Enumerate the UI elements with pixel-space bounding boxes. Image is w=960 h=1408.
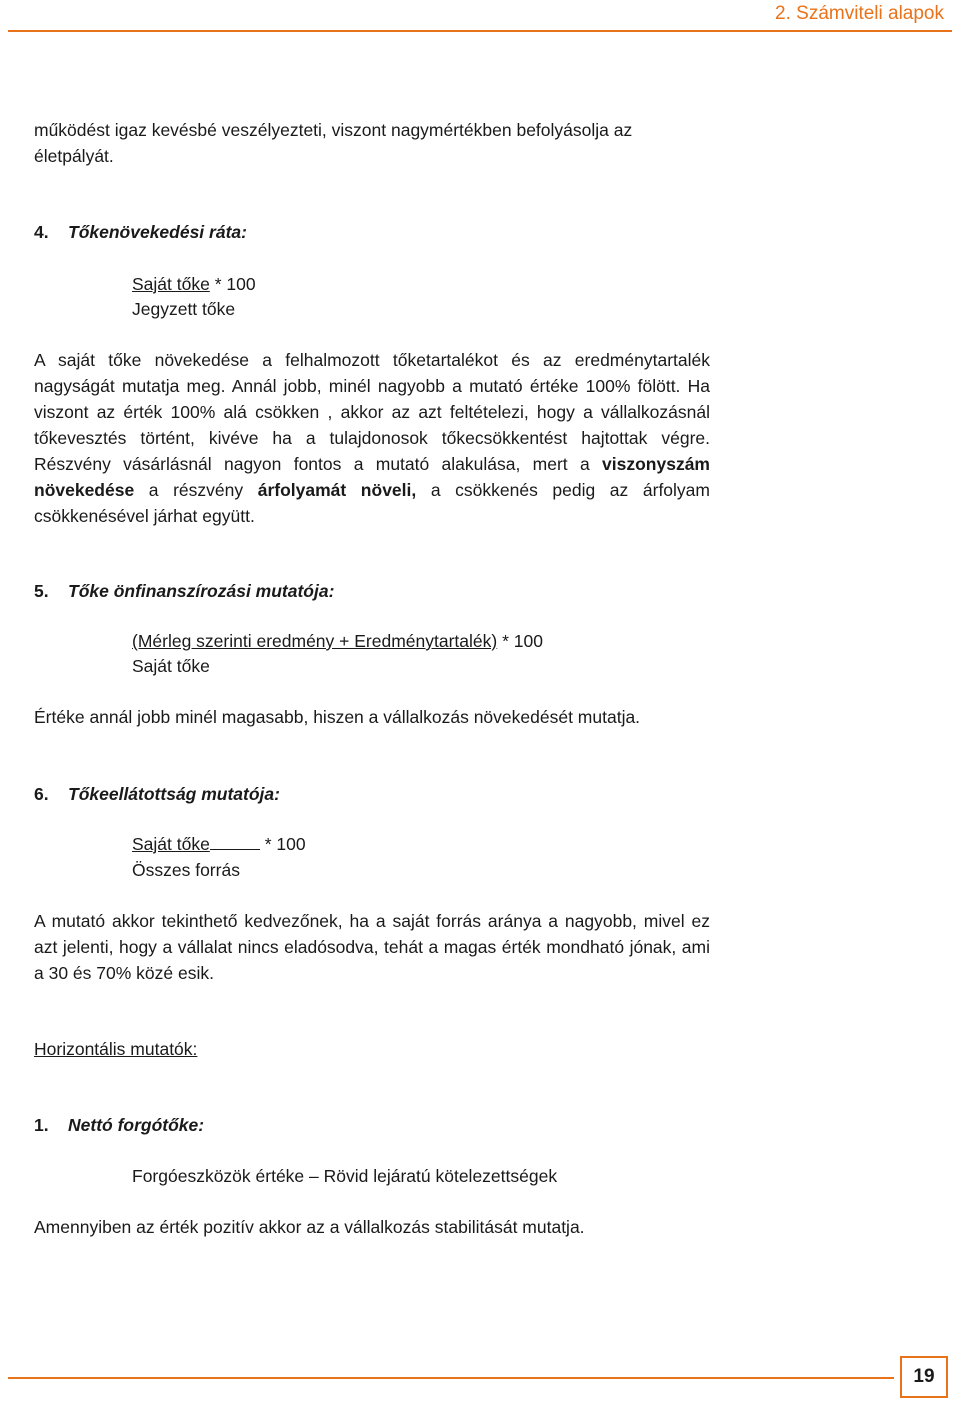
section-4-emphasis-2: árfolyamát növeli, xyxy=(257,480,417,500)
section-4-denominator: Jegyzett tőke xyxy=(132,299,236,319)
section-4-emphasis-1: viszonyszám növekedése xyxy=(34,454,710,500)
section-4-text-c: a részvény xyxy=(134,480,258,500)
section-4-text: A saját tőke növekedése a felhalmozott tőketartalékot és az eredménytartalék nagyságát mutatja meg. Annál jobb, minél nagyobb a mutató értéke 100% fölött. Ha viszont az érték 100% alá csökken , akkor az azt feltételezi, hogy a vállalkozásnál tőkevesztés történt, kivéve ha a tulajdonosok tőkecsökkentést hajtottak végre. xyxy=(34,350,710,448)
section-6-heading xyxy=(34,781,280,807)
header-divider xyxy=(8,30,952,32)
footer-divider xyxy=(8,1377,894,1379)
section-4-number: 4. xyxy=(34,222,49,242)
horizontal-1-text: Amennyiben az érték pozitív akkor az a vállalkozás stabilitását mutatja. xyxy=(34,1217,585,1237)
section-4-paragraph xyxy=(34,347,710,529)
horizontal-1-heading xyxy=(34,1112,204,1138)
section-6-multiplier: * 100 xyxy=(259,834,306,854)
page-number: 19 xyxy=(900,1356,948,1398)
section-5-multiplier: * 100 xyxy=(497,631,543,651)
chapter-title: 2. Számviteli alapok xyxy=(775,3,944,24)
section-5-number: 5. xyxy=(34,581,49,601)
intro-line-1: működést igaz kevésbé veszélyezteti, viszont nagymértékben befolyásolja az xyxy=(34,120,633,140)
horizontal-indicators-heading: Horizontális mutatók: xyxy=(34,1039,198,1059)
section-6-numerator: Saját tőke xyxy=(132,834,210,854)
section-5-numerator: (Mérleg szerinti eredmény + Eredménytartalék) xyxy=(132,631,498,651)
section-5-text: Értéke annál jobb minél magasabb, hiszen a vállalkozás növekedését mutatja. xyxy=(34,707,641,727)
section-5-denominator: Saját tőke xyxy=(132,656,210,676)
section-6-text: A mutató akkor tekinthető kedvezőnek, ha a saját forrás aránya a nagyobb, mivel ez azt jelenti, hogy a vállalat nincs eladósodva, tehát a magas érték mondható jónak, ami a 30 és 70% közé esik. xyxy=(34,911,710,983)
section-4-text-d: a csökkenés pedig az árfolyam csökkenésével járhat együtt. xyxy=(34,480,710,526)
section-4-numerator: Saját tőke xyxy=(132,274,210,294)
section-4-title: Tőkenövekedési ráta: xyxy=(68,222,247,242)
section-6-number: 6. xyxy=(34,784,49,804)
fraction-line-extension xyxy=(210,832,260,850)
section-5-title: Tőke önfinanszírozási mutatója: xyxy=(68,581,335,601)
horizontal-1-title: Nettó forgótőke: xyxy=(68,1115,205,1135)
intro-line-2: életpályát. xyxy=(34,146,114,166)
intro-paragraph xyxy=(34,117,710,143)
section-5-heading xyxy=(34,578,334,604)
section-6-denominator: Összes forrás xyxy=(132,860,240,880)
section-6-formula-numerator xyxy=(132,831,306,857)
section-6-title: Tőkeellátottság mutatója: xyxy=(68,784,280,804)
horizontal-1-formula: Forgóeszközök értéke – Rövid lejáratú kötelezettségek xyxy=(132,1166,558,1186)
section-4-text-b: Részvény vásárlásnál nagyon fontos a mutató alakulása, mert a xyxy=(34,454,603,474)
section-4-heading xyxy=(34,219,247,245)
section-5-formula-numerator xyxy=(132,628,543,654)
section-4-formula-numerator xyxy=(132,271,256,297)
section-4-multiplier: * 100 xyxy=(209,274,256,294)
horizontal-1-number: 1. xyxy=(34,1115,49,1135)
